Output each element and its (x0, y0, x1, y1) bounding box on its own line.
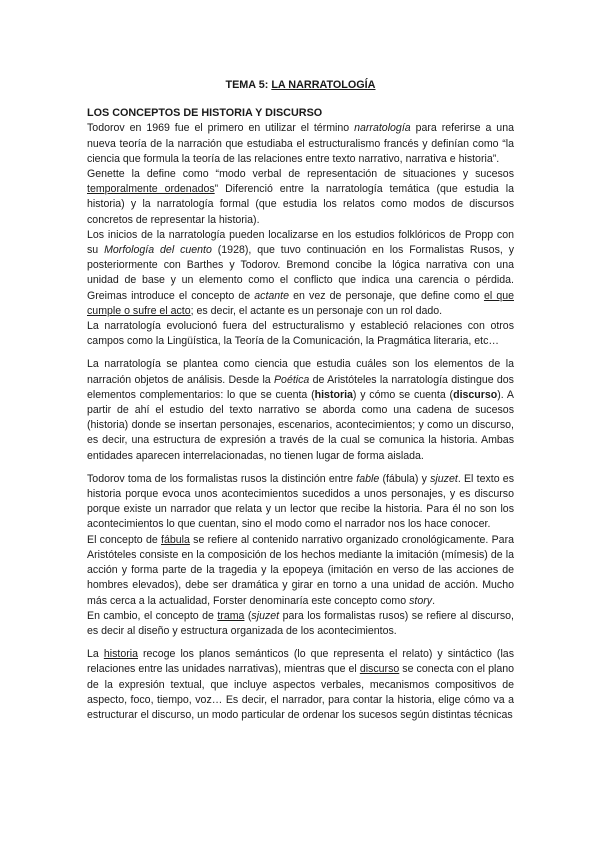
paragraph-4: La narratología evolucionó fuera del estructuralismo y estableció relaciones con otros campos como la Lingüística, la Teoría de la Comunicación, la Pragmática literaria, etc… (87, 320, 514, 348)
page-title (87, 78, 514, 93)
paragraph-9: La historia recoge los planos semánticos (lo que representa el relato) y sintáctico (las relaciones entre las unidades narrativas), mientras que el discurso se conecta con el plano de la expresión textual, que incluye aspectos verbales, mecanismos compositivos de aspecto, foco, tiempo, voz… Es decir, el narrador, para contar la historia, elige cómo va a estructurar el discurso, un modo particular de ordenar los sucesos según distintas técnicas (87, 648, 514, 721)
paragraph-8: En cambio, el concepto de trama (sjuzet para los formalistas rusos) se refiere al discurso, es decir al diseño y estructura organizada de los acontecimientos. (87, 609, 514, 637)
paragraph-2: Genette la define como “modo verbal de representación de situaciones y sucesos temporalmente ordenados” Diferenció entre la narratología temática (que estudia la historia) y la narratología formal (que estudia los relatos como modos de discursos concretos de representar la historia). (87, 168, 515, 226)
title-main: LA NARRATOLOGÍA (271, 79, 376, 91)
paragraph-1: Todorov en 1969 fue el primero en utilizar el término narratología para referirse a una nueva teoría de la narración que estudiaba el estructuralismo francés y definían como “la ciencia que formula la teoría de las relaciones entre texto narrativo, narrativa e historia”. (87, 122, 514, 165)
section-heading: LOS CONCEPTOS DE HISTORIA Y DISCURSO (87, 107, 323, 120)
paragraph-5: La narratología se plantea como ciencia que estudia cuáles son los elementos de la narración objetos de análisis. Desde la Poética de Aristóteles la narratología distingue dos elementos complementarios: lo que se cuenta (historia) y cómo se cuenta (discurso). A partir de ahí el estudio del texto narrativo se aborda como una cadena de sucesos (historia) donde se insertan personajes, escenarios, acontecimientos; y como un discurso, es decir, una estructura de expresión a través de la cual se comunica la historia. Ambas entidades aparecen interrelacionadas, no tienen lugar de forma aislada. (87, 358, 514, 462)
title-prefix: TEMA 5: (225, 79, 272, 91)
paragraph-6: Todorov toma de los formalistas rusos la distinción entre fable (fábula) y sjuzet. El texto es historia porque evoca unos acontecimientos sucedidos a unos personajes, y es discurso porque existe un narrador que relata y un lector que recibe la historia. Para él no son los acontecimientos lo que cuentan, sino el modo como el narrador nos los hace conocer. (87, 472, 514, 531)
paragraph-7: El concepto de fábula se refiere al contenido narrativo organizado cronológicamente. Para Aristóteles consiste en la composición de los hechos mediante la imitación (mímesis) de la acción y forma parte de la tragedia y la epopeya (imitación en verso de las acciones de hombres elevados), debe ser dramática y girar en torno a una unidad de acción. Mucho más cerca a la actualidad, Forster denominaría este concepto como story. (87, 533, 514, 607)
paragraph-3: Los inicios de la narratología pueden localizarse en los estudios folklóricos de Propp con su Morfología del cuento (1928), que tuvo continuación en los Formalistas Rusos, y posteriormente con Barthes y Todorov. Bremond concibe la lógica narrativa con una unidad de base y un elemento como el conflicto que indica una carencia o pérdida. Greimas introduce el concepto de actante en vez de personaje, que define como el que cumple o sufre el acto; es decir, el actante es un personaje con un rol dado. (87, 228, 514, 317)
